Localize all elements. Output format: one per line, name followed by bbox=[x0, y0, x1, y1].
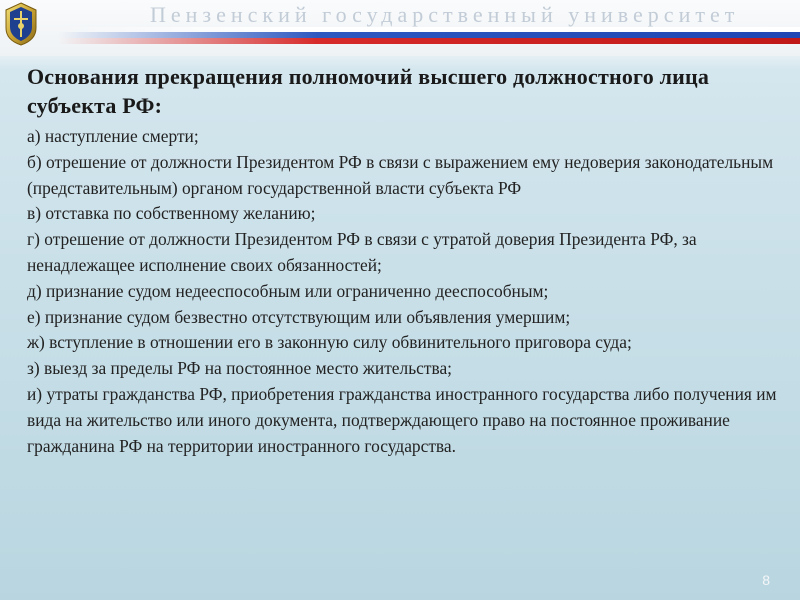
list-item: в) отставка по собственному желанию; bbox=[27, 203, 316, 224]
list-item: б) отрешение от должности Президентом РФ в связи с выражением ему недоверия законодательным (представительным) органом государственной власти субъекта РФ bbox=[27, 151, 774, 198]
slide-content bbox=[27, 62, 787, 459]
list-item: и) утраты гражданства РФ, приобретения гражданства иностранного государства либо получения им вида на жительство или иного документа, подтверждающего право на постоянное проживание гражданина РФ на территории иностранного государства. bbox=[27, 383, 777, 456]
list-item: ж) вступление в отношении его в законную силу обвинительного приговора суда; bbox=[27, 332, 632, 353]
slide-header bbox=[0, 0, 800, 56]
university-emblem-icon bbox=[4, 2, 38, 46]
list-item: е) признание судом безвестно отсутствующим или объявления умершим; bbox=[27, 306, 571, 327]
list-item: а) наступление смерти; bbox=[27, 126, 199, 146]
list-item: з) выезд за пределы РФ на постоянное место жительства; bbox=[27, 358, 452, 379]
university-name: Пензенский государственный университет bbox=[150, 2, 740, 27]
russian-flag-stripes bbox=[58, 27, 800, 45]
flag-stripe-red bbox=[58, 38, 800, 44]
list-item: г) отрешение от должности Президентом РФ в связи с утратой доверия Президента РФ, за ненадлежащее исполнение своих обязанностей; bbox=[27, 229, 697, 275]
slide-heading: Основания прекращения полномочий высшего должностного лица субъекта РФ: bbox=[27, 64, 710, 118]
page-number: 8 bbox=[762, 572, 770, 588]
list-item: д) признание судом недееспособным или ограниченно дееспособным; bbox=[27, 280, 549, 301]
